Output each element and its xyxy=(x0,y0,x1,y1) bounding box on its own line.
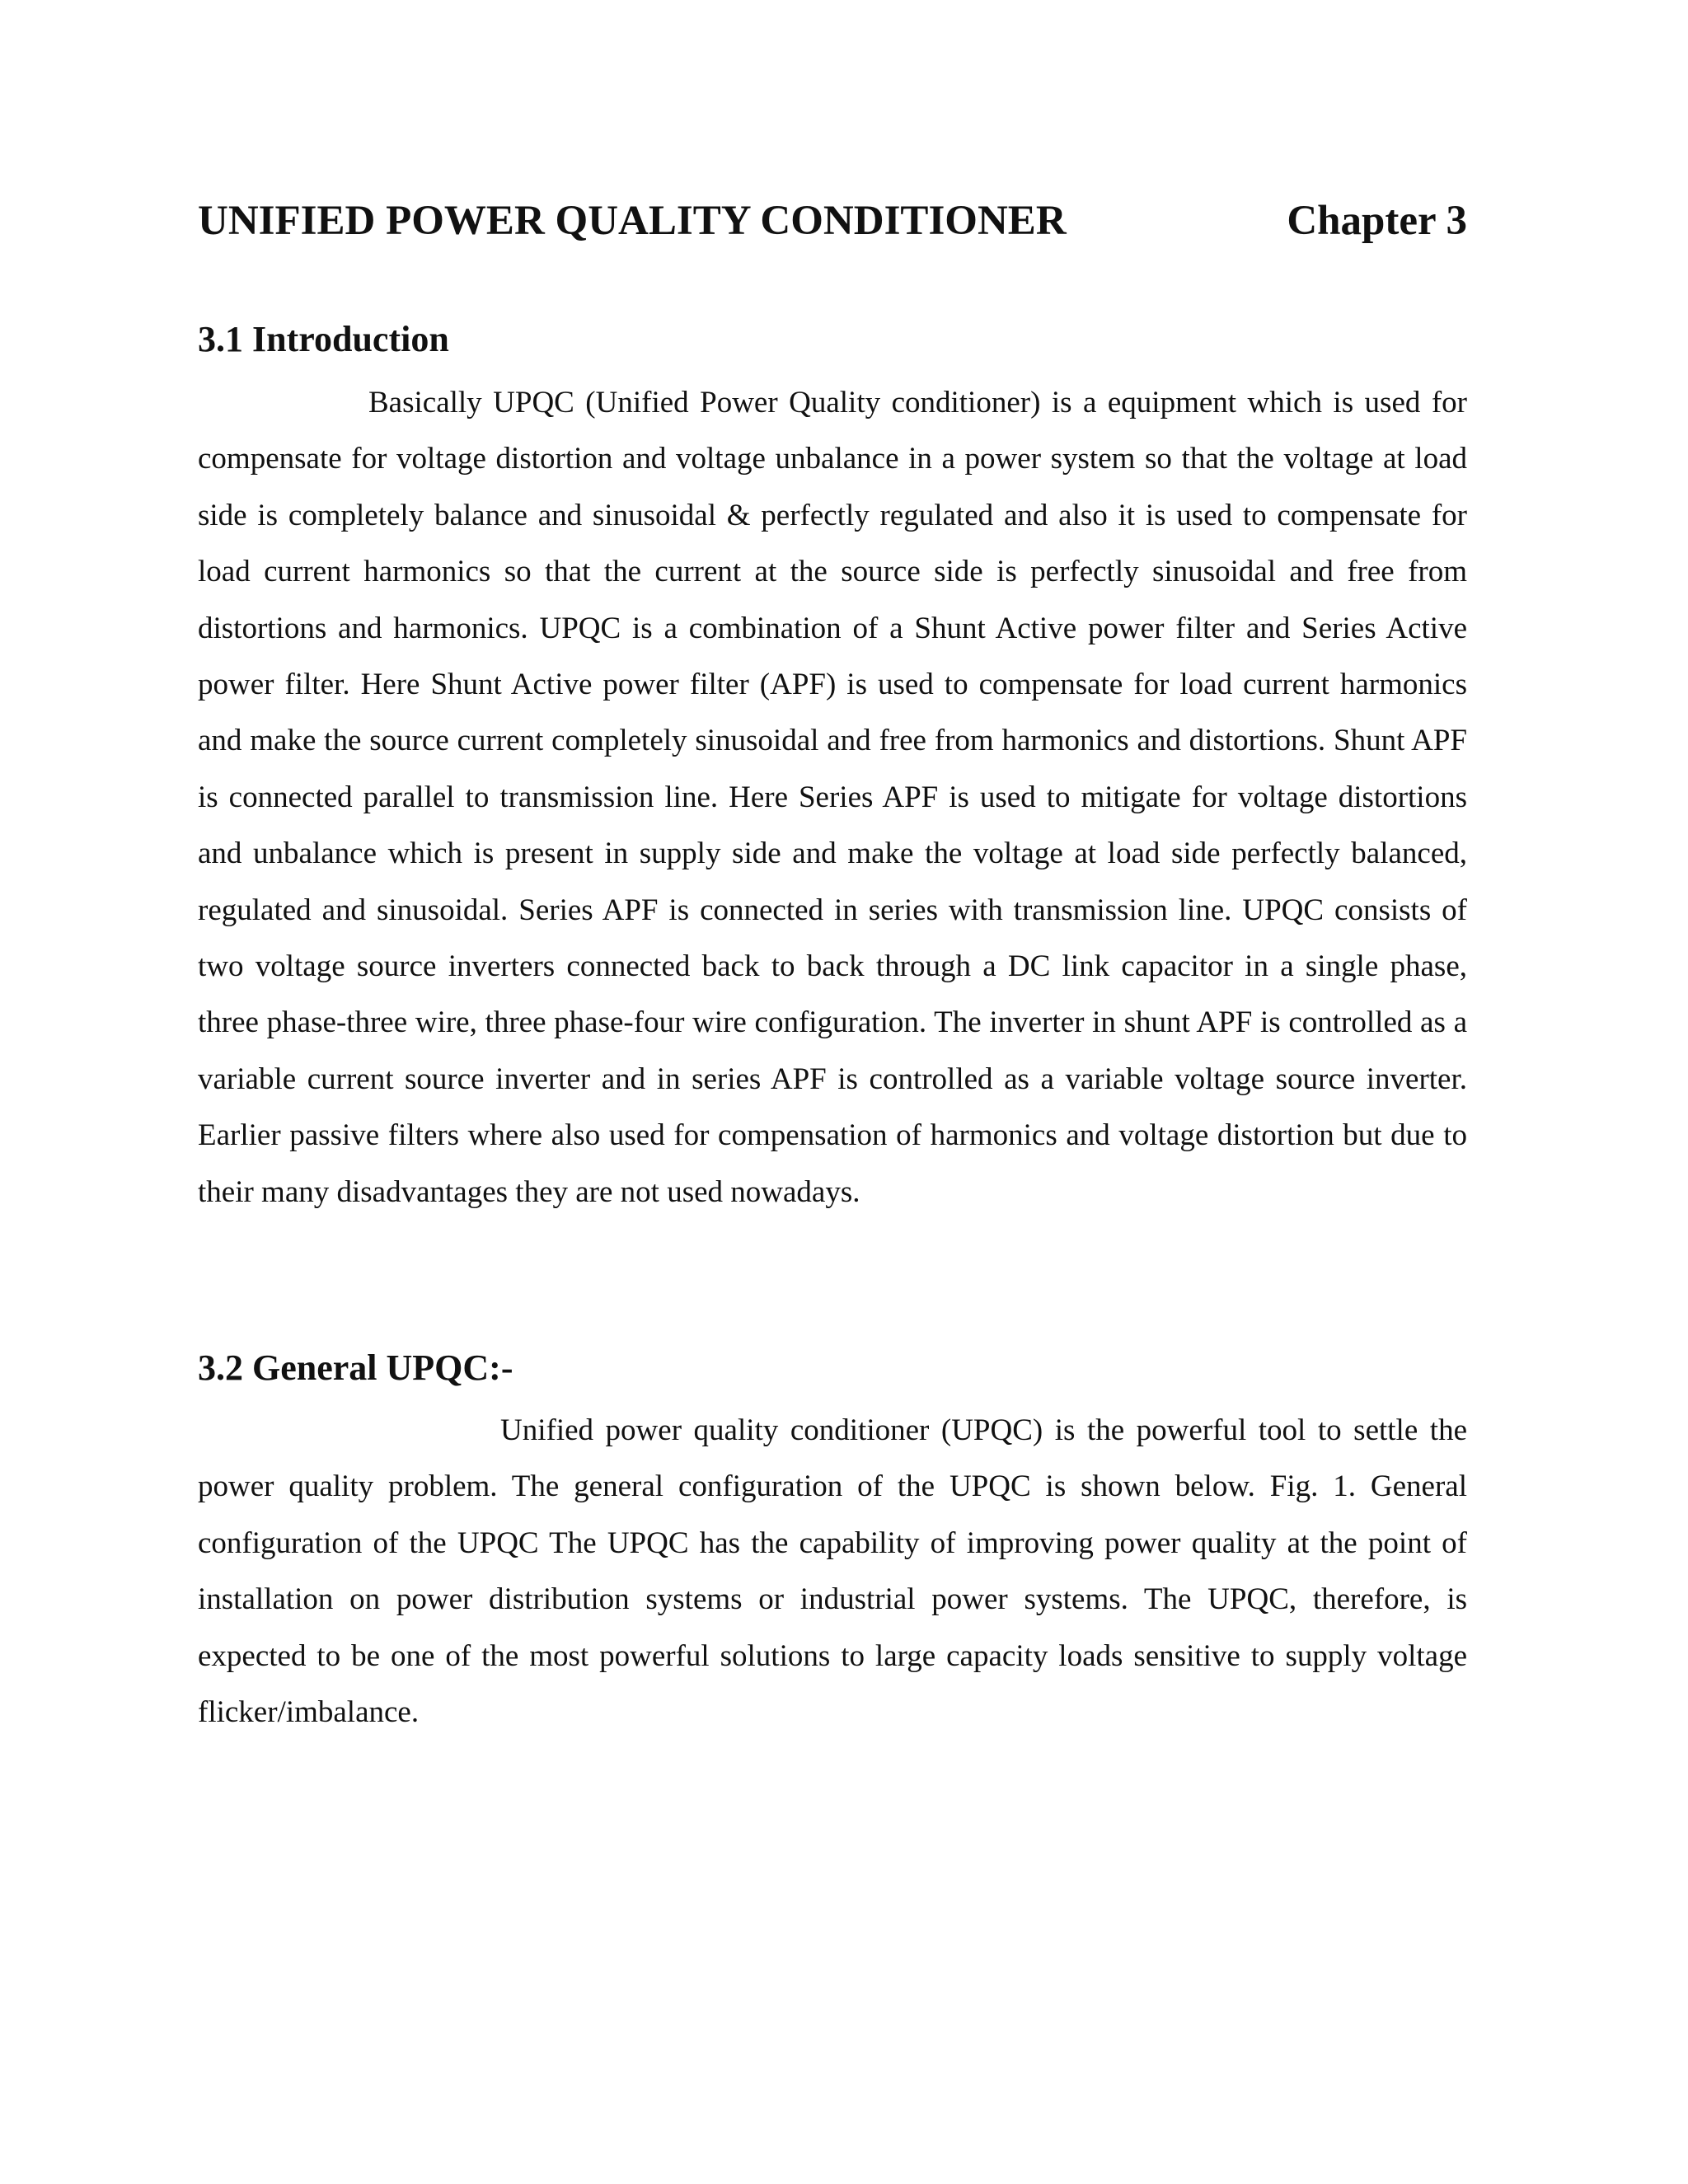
section-heading-general-upqc: 3.2 General UPQC:- xyxy=(198,1347,513,1388)
section-heading-introduction: 3.1 Introduction xyxy=(198,319,449,359)
general-upqc-paragraph: Unified power quality conditioner (UPQC) is the powerful tool to settle the power quality problem. The general configuration of the UPQC is shown below. Fig. 1. General configuration of the UPQC The UPQC has the capability of improving power quality at the point of installation on power distribution systems or industrial power systems. The UPQC, therefore, is expected to be one of the most powerful solutions to large capacity loads sensitive to supply voltage flicker/imbalance. xyxy=(198,1413,1467,1730)
introduction-paragraph: Basically UPQC (Unified Power Quality conditioner) is a equipment which is used for compensate for voltage distortion and voltage unbalance in a power system so that the voltage at load side is completely balance and sinusoidal & perfectly regulated and also it is used to compensate for load current harmonics so that the current at the source side is perfectly sinusoidal and free from distortions and harmonics. UPQC is a combination of a Shunt Active power filter and Series Active power filter. Here Shunt Active power filter (APF) is used to compensate for load current harmonics and make the source current completely sinusoidal and free from harmonics and distortions. Shunt APF is connected parallel to transmission line. Here Series APF is used to mitigate for voltage distortions and unbalance which is present in supply side and make the voltage at load side perfectly balanced, regulated and sinusoidal. Series APF is connected in series with transmission line. UPQC consists of two voltage source inverters connected back to back through a DC link capacitor in a single phase, three phase-three wire, three phase-four wire configuration. The inverter in shunt APF is controlled as a variable current source inverter and in series APF is controlled as a variable voltage source inverter. Earlier passive filters where also used for compensation of harmonics and voltage distortion but due to their many disadvantages they are not used nowadays. xyxy=(198,386,1467,1209)
document-title: UNIFIED POWER QUALITY CONDITIONER xyxy=(198,198,1067,244)
chapter-label: Chapter 3 xyxy=(1287,198,1467,244)
page-header xyxy=(198,196,1467,246)
